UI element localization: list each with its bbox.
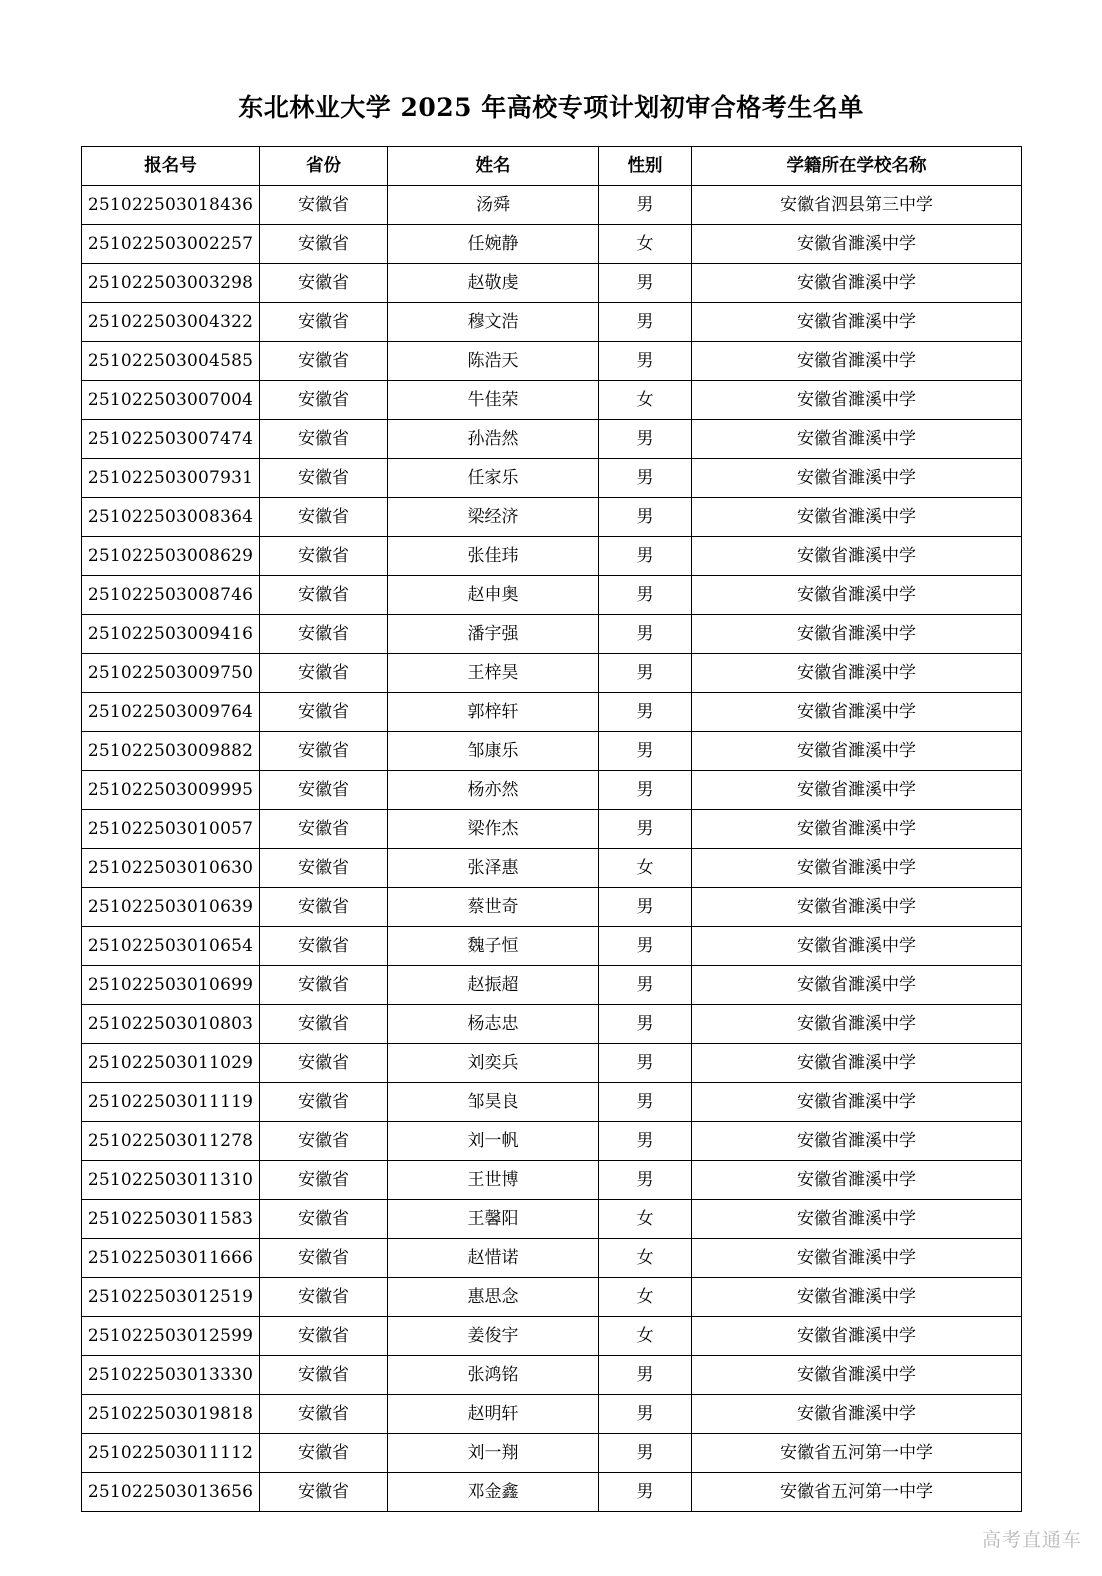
cell-name: 穆文浩: [388, 302, 599, 341]
table-row: [82, 653, 1022, 692]
cell-province: 安徽省: [260, 302, 388, 341]
cell-gender: 男: [599, 1160, 692, 1199]
cell-gender: 男: [599, 653, 692, 692]
cell-province: 安徽省: [260, 1316, 388, 1355]
cell-gender: 男: [599, 419, 692, 458]
table-row: [82, 692, 1022, 731]
table-row: [82, 731, 1022, 770]
table-row: [82, 380, 1022, 419]
cell-reg-no: 251022503019818: [82, 1394, 260, 1433]
table-row: [82, 1355, 1022, 1394]
table-header: [82, 146, 1022, 185]
cell-school: 安徽省濉溪中学: [692, 458, 1022, 497]
table-row: [82, 263, 1022, 302]
cell-gender: 女: [599, 1316, 692, 1355]
table-row: [82, 575, 1022, 614]
cell-reg-no: 251022503008629: [82, 536, 260, 575]
cell-school: 安徽省濉溪中学: [692, 731, 1022, 770]
table-row: [82, 965, 1022, 1004]
cell-school: 安徽省濉溪中学: [692, 1238, 1022, 1277]
cell-school: 安徽省濉溪中学: [692, 770, 1022, 809]
cell-school: 安徽省濉溪中学: [692, 575, 1022, 614]
table-row: [82, 1121, 1022, 1160]
cell-province: 安徽省: [260, 1433, 388, 1472]
document-page: [0, 17, 1102, 1576]
table-row: [82, 536, 1022, 575]
cell-school: 安徽省濉溪中学: [692, 380, 1022, 419]
table-row: [82, 614, 1022, 653]
table-row: [82, 1277, 1022, 1316]
cell-gender: 男: [599, 1472, 692, 1511]
cell-reg-no: 251022503007004: [82, 380, 260, 419]
cell-province: 安徽省: [260, 419, 388, 458]
table-row: [82, 1433, 1022, 1472]
cell-school: 安徽省五河第一中学: [692, 1472, 1022, 1511]
cell-school: 安徽省濉溪中学: [692, 1082, 1022, 1121]
cell-name: 杨志忠: [388, 1004, 599, 1043]
cell-reg-no: 251022503007931: [82, 458, 260, 497]
cell-reg-no: 251022503008364: [82, 497, 260, 536]
cell-reg-no: 251022503002257: [82, 224, 260, 263]
table-row: [82, 1394, 1022, 1433]
table-row: [82, 1082, 1022, 1121]
cell-province: 安徽省: [260, 770, 388, 809]
cell-province: 安徽省: [260, 848, 388, 887]
cell-name: 梁经济: [388, 497, 599, 536]
cell-province: 安徽省: [260, 614, 388, 653]
cell-school: 安徽省濉溪中学: [692, 536, 1022, 575]
cell-name: 赵惜诺: [388, 1238, 599, 1277]
cell-gender: 男: [599, 692, 692, 731]
cell-name: 赵敬虔: [388, 263, 599, 302]
cell-gender: 男: [599, 185, 692, 224]
cell-school: 安徽省濉溪中学: [692, 1004, 1022, 1043]
cell-gender: 男: [599, 1082, 692, 1121]
cell-school: 安徽省濉溪中学: [692, 341, 1022, 380]
column-header-reg-no: 报名号: [82, 146, 260, 185]
cell-school: 安徽省濉溪中学: [692, 1394, 1022, 1433]
cell-reg-no: 251022503010699: [82, 965, 260, 1004]
cell-province: 安徽省: [260, 380, 388, 419]
cell-name: 姜俊宇: [388, 1316, 599, 1355]
table-row: [82, 185, 1022, 224]
cell-school: 安徽省濉溪中学: [692, 1121, 1022, 1160]
cell-name: 张泽惠: [388, 848, 599, 887]
cell-name: 惠思念: [388, 1277, 599, 1316]
cell-school: 安徽省濉溪中学: [692, 1160, 1022, 1199]
table-row: [82, 302, 1022, 341]
table-row: [82, 1238, 1022, 1277]
column-header-school: 学籍所在学校名称: [692, 146, 1022, 185]
table-row: [82, 887, 1022, 926]
cell-reg-no: 251022503011310: [82, 1160, 260, 1199]
table-row: [82, 1043, 1022, 1082]
cell-name: 王世博: [388, 1160, 599, 1199]
cell-gender: 女: [599, 224, 692, 263]
cell-gender: 男: [599, 1121, 692, 1160]
cell-reg-no: 251022503004322: [82, 302, 260, 341]
cell-province: 安徽省: [260, 185, 388, 224]
cell-school: 安徽省五河第一中学: [692, 1433, 1022, 1472]
cell-province: 安徽省: [260, 653, 388, 692]
cell-name: 陈浩天: [388, 341, 599, 380]
cell-name: 刘奕兵: [388, 1043, 599, 1082]
table-row: [82, 809, 1022, 848]
cell-reg-no: 251022503012519: [82, 1277, 260, 1316]
cell-gender: 男: [599, 770, 692, 809]
table-row: [82, 419, 1022, 458]
cell-school: 安徽省濉溪中学: [692, 692, 1022, 731]
cell-province: 安徽省: [260, 1355, 388, 1394]
cell-name: 刘一翔: [388, 1433, 599, 1472]
cell-reg-no: 251022503009764: [82, 692, 260, 731]
cell-reg-no: 251022503011119: [82, 1082, 260, 1121]
cell-school: 安徽省濉溪中学: [692, 614, 1022, 653]
cell-school: 安徽省濉溪中学: [692, 926, 1022, 965]
cell-school: 安徽省濉溪中学: [692, 224, 1022, 263]
cell-gender: 男: [599, 341, 692, 380]
cell-gender: 男: [599, 302, 692, 341]
cell-province: 安徽省: [260, 458, 388, 497]
cell-gender: 女: [599, 1238, 692, 1277]
table-row: [82, 1199, 1022, 1238]
cell-province: 安徽省: [260, 1160, 388, 1199]
table-row: [82, 848, 1022, 887]
cell-name: 邹康乐: [388, 731, 599, 770]
cell-school: 安徽省濉溪中学: [692, 848, 1022, 887]
cell-gender: 男: [599, 497, 692, 536]
cell-gender: 男: [599, 1043, 692, 1082]
cell-name: 牛佳荣: [388, 380, 599, 419]
cell-reg-no: 251022503010639: [82, 887, 260, 926]
cell-name: 邓金鑫: [388, 1472, 599, 1511]
cell-name: 张鸿铭: [388, 1355, 599, 1394]
table-row: [82, 1160, 1022, 1199]
cell-gender: 男: [599, 1004, 692, 1043]
roster-table-container: [81, 146, 1021, 1512]
table-row: [82, 770, 1022, 809]
cell-name: 郭梓轩: [388, 692, 599, 731]
cell-reg-no: 251022503018436: [82, 185, 260, 224]
cell-school: 安徽省濉溪中学: [692, 1355, 1022, 1394]
column-header-name: 姓名: [388, 146, 599, 185]
table-row: [82, 926, 1022, 965]
cell-reg-no: 251022503012599: [82, 1316, 260, 1355]
cell-reg-no: 251022503009416: [82, 614, 260, 653]
cell-gender: 男: [599, 575, 692, 614]
table-row: [82, 224, 1022, 263]
cell-reg-no: 251022503013330: [82, 1355, 260, 1394]
cell-gender: 男: [599, 458, 692, 497]
cell-province: 安徽省: [260, 692, 388, 731]
watermark: 高考直通车: [981, 1528, 1082, 1551]
cell-reg-no: 251022503009995: [82, 770, 260, 809]
cell-reg-no: 251022503011029: [82, 1043, 260, 1082]
cell-name: 任婉静: [388, 224, 599, 263]
cell-reg-no: 251022503011112: [82, 1433, 260, 1472]
cell-province: 安徽省: [260, 1394, 388, 1433]
cell-school: 安徽省濉溪中学: [692, 887, 1022, 926]
cell-gender: 男: [599, 965, 692, 1004]
cell-gender: 女: [599, 1199, 692, 1238]
cell-school: 安徽省濉溪中学: [692, 302, 1022, 341]
column-header-province: 省份: [260, 146, 388, 185]
cell-province: 安徽省: [260, 497, 388, 536]
cell-gender: 男: [599, 731, 692, 770]
cell-province: 安徽省: [260, 926, 388, 965]
cell-gender: 男: [599, 536, 692, 575]
cell-name: 潘宇强: [388, 614, 599, 653]
cell-gender: 男: [599, 263, 692, 302]
cell-province: 安徽省: [260, 536, 388, 575]
cell-gender: 男: [599, 809, 692, 848]
cell-name: 邹昊良: [388, 1082, 599, 1121]
cell-reg-no: 251022503009882: [82, 731, 260, 770]
cell-name: 汤舜: [388, 185, 599, 224]
cell-name: 王梓昊: [388, 653, 599, 692]
cell-school: 安徽省濉溪中学: [692, 809, 1022, 848]
cell-reg-no: 251022503010057: [82, 809, 260, 848]
cell-gender: 男: [599, 1355, 692, 1394]
cell-province: 安徽省: [260, 887, 388, 926]
table-row: [82, 1316, 1022, 1355]
cell-gender: 女: [599, 1277, 692, 1316]
cell-name: 赵振超: [388, 965, 599, 1004]
cell-province: 安徽省: [260, 809, 388, 848]
cell-province: 安徽省: [260, 263, 388, 302]
cell-gender: 男: [599, 926, 692, 965]
table-body: [82, 185, 1022, 1511]
cell-province: 安徽省: [260, 341, 388, 380]
cell-province: 安徽省: [260, 1199, 388, 1238]
cell-province: 安徽省: [260, 1238, 388, 1277]
table-row: [82, 497, 1022, 536]
table-row: [82, 458, 1022, 497]
cell-reg-no: 251022503011278: [82, 1121, 260, 1160]
cell-province: 安徽省: [260, 731, 388, 770]
cell-school: 安徽省濉溪中学: [692, 263, 1022, 302]
cell-reg-no: 251022503010803: [82, 1004, 260, 1043]
cell-reg-no: 251022503008746: [82, 575, 260, 614]
roster-table: [81, 146, 1022, 1512]
cell-gender: 男: [599, 1433, 692, 1472]
cell-name: 杨亦然: [388, 770, 599, 809]
cell-gender: 女: [599, 848, 692, 887]
cell-school: 安徽省泗县第三中学: [692, 185, 1022, 224]
cell-gender: 男: [599, 614, 692, 653]
cell-reg-no: 251022503011583: [82, 1199, 260, 1238]
cell-school: 安徽省濉溪中学: [692, 653, 1022, 692]
table-row: [82, 1004, 1022, 1043]
cell-school: 安徽省濉溪中学: [692, 1199, 1022, 1238]
cell-name: 蔡世奇: [388, 887, 599, 926]
cell-province: 安徽省: [260, 965, 388, 1004]
cell-school: 安徽省濉溪中学: [692, 419, 1022, 458]
cell-name: 张佳玮: [388, 536, 599, 575]
page-title: 东北林业大学 2025 年高校专项计划初审合格考生名单: [238, 92, 864, 122]
cell-province: 安徽省: [260, 1043, 388, 1082]
cell-province: 安徽省: [260, 1082, 388, 1121]
cell-school: 安徽省濉溪中学: [692, 497, 1022, 536]
cell-name: 孙浩然: [388, 419, 599, 458]
cell-reg-no: 251022503007474: [82, 419, 260, 458]
cell-province: 安徽省: [260, 1004, 388, 1043]
cell-province: 安徽省: [260, 1472, 388, 1511]
cell-reg-no: 251022503010630: [82, 848, 260, 887]
cell-name: 梁作杰: [388, 809, 599, 848]
cell-school: 安徽省濉溪中学: [692, 965, 1022, 1004]
cell-school: 安徽省濉溪中学: [692, 1277, 1022, 1316]
cell-reg-no: 251022503010654: [82, 926, 260, 965]
table-header-row: [82, 146, 1022, 185]
cell-gender: 女: [599, 380, 692, 419]
cell-reg-no: 251022503004585: [82, 341, 260, 380]
cell-province: 安徽省: [260, 1277, 388, 1316]
cell-name: 赵明轩: [388, 1394, 599, 1433]
table-row: [82, 341, 1022, 380]
cell-province: 安徽省: [260, 1121, 388, 1160]
cell-reg-no: 251022503013656: [82, 1472, 260, 1511]
cell-name: 王馨阳: [388, 1199, 599, 1238]
table-row: [82, 1472, 1022, 1511]
cell-province: 安徽省: [260, 224, 388, 263]
cell-name: 刘一帆: [388, 1121, 599, 1160]
cell-reg-no: 251022503011666: [82, 1238, 260, 1277]
cell-name: 任家乐: [388, 458, 599, 497]
cell-name: 魏子恒: [388, 926, 599, 965]
cell-gender: 男: [599, 887, 692, 926]
cell-gender: 男: [599, 1394, 692, 1433]
cell-school: 安徽省濉溪中学: [692, 1316, 1022, 1355]
cell-school: 安徽省濉溪中学: [692, 1043, 1022, 1082]
cell-province: 安徽省: [260, 575, 388, 614]
cell-reg-no: 251022503003298: [82, 263, 260, 302]
cell-name: 赵申奥: [388, 575, 599, 614]
column-header-gender: 性别: [599, 146, 692, 185]
cell-reg-no: 251022503009750: [82, 653, 260, 692]
